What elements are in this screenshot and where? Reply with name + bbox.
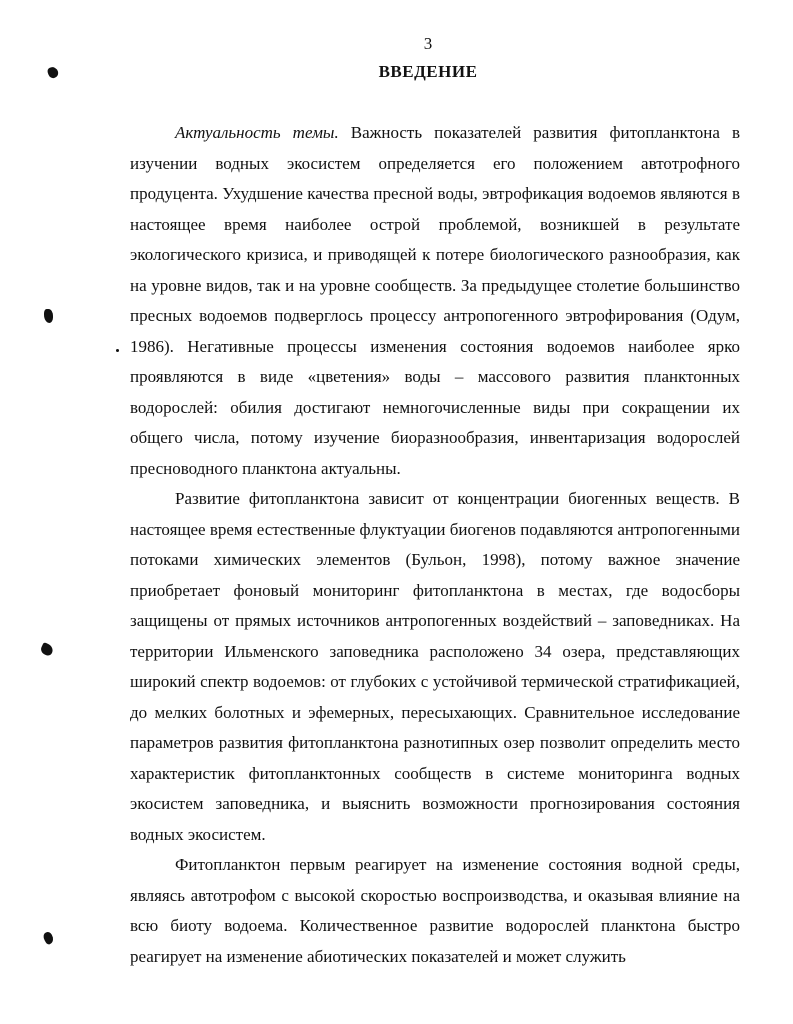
scan-artifact-mark [116,349,119,352]
paragraph-text: Важность показателей развития фитопланктона в изучении водных экосистем определяется его положением автотрофного продуцента. Ухудшение качества пресной воды, эвтрофикация водоемов являются в настоящее время наиболее острой проблемой, возникшей в результате экологического кризиса, и приводящей к потере биологического разнообразия, как на уровне видов, так и на уровне сообществ. За предыдущее столетие большинство пресных водоемов подверглось процессу антропогенного эвтрофирования (Одум, 1986). Негативные процессы изменения состояния водоемов наиболее ярко проявляются в виде «цветения» воды – массового развития планктонных водорослей: обилия достигают немногочисленные виды при сокращении их общего числа, потому изучение биоразнообразия, инвентаризация водорослей пресноводного планктона актуальны. [130,123,740,478]
scan-artifact-mark [39,642,55,657]
body-text [130,118,740,972]
paragraph-lead: Актуальность темы. [175,123,339,142]
paragraph-2: Развитие фитопланктона зависит от концентрации биогенных веществ. В настоящее время естественные флуктуации биогенов подавляются антропогенными потоками химических элементов (Бульон, 1998), потому важное значение приобретает фоновый мониторинг фитопланктона в местах, где водосборы защищены от прямых источников антропогенных воздействий – заповедниках. На территории Ильменского заповедника расположено 34 озера, представляющих широкий спектр водоемов: от глубоких с устойчивой термической стратификацией, до мелких болотных и эфемерных, пересыхающих. Сравнительное исследование параметров развития фитопланктона разнотипных озер позволит определить место характеристик фитопланктонных сообществ в системе мониторинга водных экосистем заповедника, и выяснить возможности прогнозирования состояния водных экосистем. [130,489,740,844]
section-heading: ВВЕДЕНИЕ [378,62,478,81]
paragraph-1 [130,118,740,484]
page-number: 3 [423,34,433,53]
paragraph-3: Фитопланктон первым реагирует на изменение состояния водной среды, являясь автотрофом с высокой скоростью воспроизводства, и оказывая влияние на всю биоту водоема. Количественное развитие водорослей планктона быстро реагирует на изменение абиотических показателей и может служить [130,855,740,966]
scan-artifact-mark [42,931,56,946]
scan-artifact-mark [44,309,53,323]
